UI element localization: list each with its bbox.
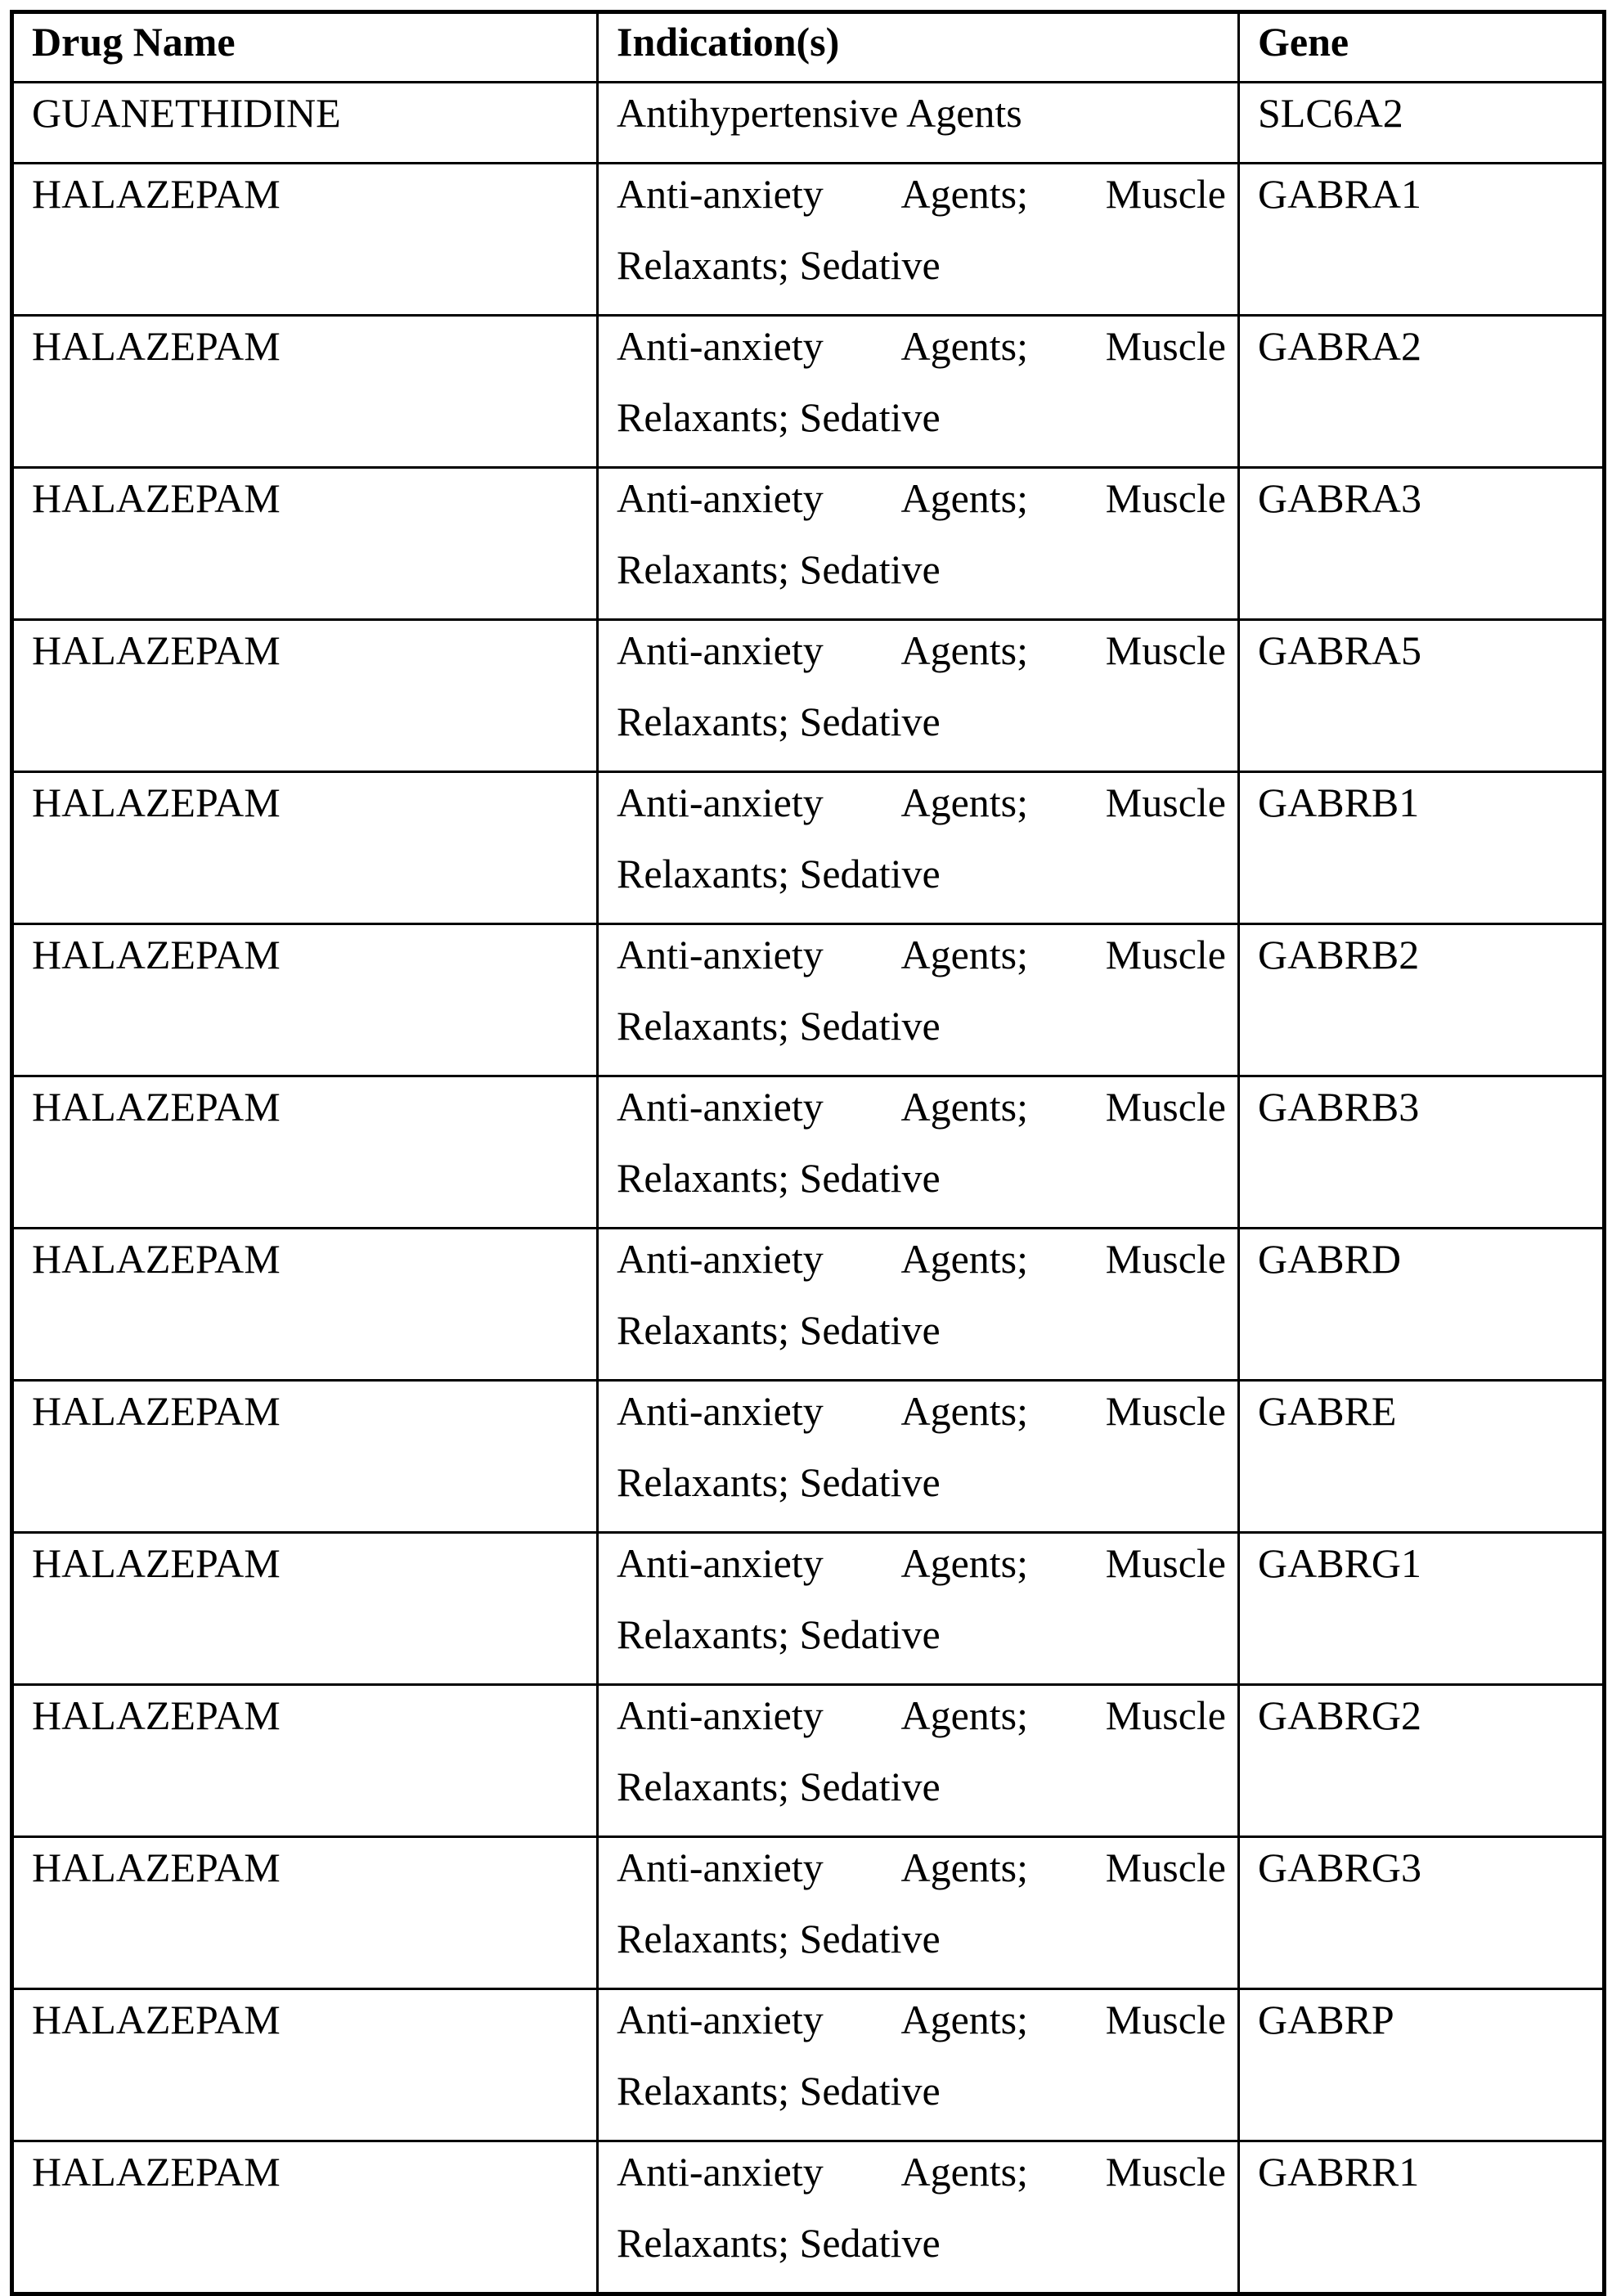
indication-word: Agents; xyxy=(900,322,1029,369)
indication-line: Relaxants; Sedative xyxy=(617,394,941,440)
indication-line: Relaxants; Sedative xyxy=(617,1459,941,1505)
indication-word: Muscle xyxy=(1105,2148,1226,2195)
drug-name-text: HALAZEPAM xyxy=(32,1996,281,2042)
table-row xyxy=(12,315,1605,467)
indication-cell xyxy=(598,83,1239,164)
indication-line xyxy=(617,1844,1226,1916)
indication-word: Muscle xyxy=(1105,1996,1226,2042)
drug-name-cell xyxy=(12,2141,598,2294)
gene-text: GABRD xyxy=(1258,1235,1402,1282)
drug-name-text: HALAZEPAM xyxy=(32,931,281,977)
indication-cell xyxy=(598,163,1239,315)
indication-line: Relaxants; Sedative xyxy=(617,2220,941,2266)
indication-word: Anti-anxiety xyxy=(617,1996,824,2042)
drug-gene-table xyxy=(10,10,1606,2296)
drug-name-text: HALAZEPAM xyxy=(32,1692,281,1738)
indication-line: Antihypertensive Agents xyxy=(617,90,1022,136)
table-row xyxy=(12,1532,1605,1684)
indication-line: Relaxants; Sedative xyxy=(617,1003,941,1049)
gene-text: GABRG3 xyxy=(1258,1844,1422,1890)
indication-word: Agents; xyxy=(900,2148,1029,2195)
indication-line: Relaxants; Sedative xyxy=(617,1764,941,1809)
gene-text: GABRA1 xyxy=(1258,170,1422,217)
table-row xyxy=(12,163,1605,315)
indication-cell xyxy=(598,1988,1239,2141)
table-row xyxy=(12,1380,1605,1532)
drug-name-text: HALAZEPAM xyxy=(32,1539,281,1586)
indication-line xyxy=(617,780,1226,851)
indication-line xyxy=(617,627,1226,699)
drug-name-cell xyxy=(12,1988,598,2141)
indication-word: Muscle xyxy=(1105,627,1226,673)
indication-word: Anti-anxiety xyxy=(617,170,824,217)
indication-word: Agents; xyxy=(900,1083,1029,1130)
indication-word: Anti-anxiety xyxy=(617,1692,824,1738)
column-header-drug-name: Drug Name xyxy=(12,12,598,83)
gene-cell xyxy=(1239,467,1605,619)
indication-line xyxy=(617,1692,1226,1764)
drug-name-cell xyxy=(12,771,598,923)
indication-word: Agents; xyxy=(900,1387,1029,1434)
table-row xyxy=(12,1684,1605,1836)
indication-line: Relaxants; Sedative xyxy=(617,1307,941,1353)
indication-word: Muscle xyxy=(1105,474,1226,521)
gene-cell xyxy=(1239,2141,1605,2294)
indication-line: Relaxants; Sedative xyxy=(617,1611,941,1657)
gene-text: GABRA3 xyxy=(1258,474,1422,521)
column-header-gene: Gene xyxy=(1239,12,1605,83)
drug-name-cell xyxy=(12,1684,598,1836)
indication-line xyxy=(617,932,1226,1004)
indication-line: Relaxants; Sedative xyxy=(617,851,941,896)
indication-cell xyxy=(598,315,1239,467)
indication-word: Muscle xyxy=(1105,1539,1226,1586)
indication-word: Muscle xyxy=(1105,1235,1226,1282)
indication-word: Anti-anxiety xyxy=(617,1235,824,1282)
indication-word: Agents; xyxy=(900,170,1029,217)
table-row xyxy=(12,2141,1605,2294)
gene-text: GABRR1 xyxy=(1258,2148,1420,2195)
column-header-indications: Indication(s) xyxy=(598,12,1239,83)
drug-name-text: GUANETHIDINE xyxy=(32,90,341,136)
drug-name-cell xyxy=(12,1532,598,1684)
table-row xyxy=(12,1836,1605,1988)
indication-line xyxy=(617,323,1226,395)
drug-name-text: HALAZEPAM xyxy=(32,1844,281,1890)
indication-cell xyxy=(598,1228,1239,1380)
indication-word: Anti-anxiety xyxy=(617,322,824,369)
gene-text: GABRB3 xyxy=(1258,1083,1420,1130)
indication-word: Anti-anxiety xyxy=(617,1387,824,1434)
drug-name-text: HALAZEPAM xyxy=(32,322,281,369)
indication-line: Relaxants; Sedative xyxy=(617,2068,941,2114)
indication-line xyxy=(617,1236,1226,1308)
indication-word: Anti-anxiety xyxy=(617,627,824,673)
table-row xyxy=(12,467,1605,619)
indication-word: Agents; xyxy=(900,1692,1029,1738)
drug-name-text: HALAZEPAM xyxy=(32,627,281,673)
indication-word: Muscle xyxy=(1105,931,1226,977)
indication-cell xyxy=(598,1380,1239,1532)
gene-cell xyxy=(1239,1988,1605,2141)
indication-line: Relaxants; Sedative xyxy=(617,1916,941,1961)
indication-cell xyxy=(598,467,1239,619)
table-row xyxy=(12,1988,1605,2141)
drug-name-text: HALAZEPAM xyxy=(32,1083,281,1130)
gene-cell xyxy=(1239,1380,1605,1532)
indication-word: Agents; xyxy=(900,931,1029,977)
drug-name-text: HALAZEPAM xyxy=(32,1387,281,1434)
gene-cell xyxy=(1239,923,1605,1076)
gene-cell xyxy=(1239,1532,1605,1684)
gene-text: GABRE xyxy=(1258,1387,1397,1434)
gene-cell xyxy=(1239,771,1605,923)
indication-word: Muscle xyxy=(1105,1083,1226,1130)
drug-name-cell xyxy=(12,1076,598,1228)
drug-name-text: HALAZEPAM xyxy=(32,779,281,825)
gene-text: GABRA5 xyxy=(1258,627,1422,673)
indication-cell xyxy=(598,1836,1239,1988)
table-row xyxy=(12,771,1605,923)
gene-cell xyxy=(1239,315,1605,467)
indication-word: Muscle xyxy=(1105,322,1226,369)
drug-name-cell xyxy=(12,1380,598,1532)
gene-text: GABRB1 xyxy=(1258,779,1420,825)
gene-text: GABRB2 xyxy=(1258,931,1420,977)
drug-name-text: HALAZEPAM xyxy=(32,2148,281,2195)
gene-cell xyxy=(1239,83,1605,164)
indication-word: Agents; xyxy=(900,1539,1029,1586)
drug-name-cell xyxy=(12,83,598,164)
drug-name-cell xyxy=(12,163,598,315)
indication-line xyxy=(617,171,1226,243)
indication-cell xyxy=(598,1532,1239,1684)
indication-word: Anti-anxiety xyxy=(617,779,824,825)
drug-name-text: HALAZEPAM xyxy=(32,474,281,521)
gene-cell xyxy=(1239,163,1605,315)
indication-word: Agents; xyxy=(900,1844,1029,1890)
indication-word: Agents; xyxy=(900,779,1029,825)
indication-word: Muscle xyxy=(1105,170,1226,217)
gene-cell xyxy=(1239,619,1605,771)
gene-cell xyxy=(1239,1836,1605,1988)
indication-word: Anti-anxiety xyxy=(617,1844,824,1890)
indication-cell xyxy=(598,771,1239,923)
gene-cell xyxy=(1239,1684,1605,1836)
drug-name-cell xyxy=(12,315,598,467)
indication-cell xyxy=(598,2141,1239,2294)
indication-line xyxy=(617,475,1226,547)
indication-word: Anti-anxiety xyxy=(617,1539,824,1586)
gene-text: GABRA2 xyxy=(1258,322,1422,369)
table-row xyxy=(12,1228,1605,1380)
indication-word: Anti-anxiety xyxy=(617,474,824,521)
indication-word: Agents; xyxy=(900,474,1029,521)
table-row xyxy=(12,619,1605,771)
drug-name-cell xyxy=(12,619,598,771)
indication-cell xyxy=(598,619,1239,771)
indication-line xyxy=(617,1084,1226,1156)
drug-name-cell xyxy=(12,1228,598,1380)
drug-name-cell xyxy=(12,467,598,619)
table-row xyxy=(12,83,1605,164)
gene-cell xyxy=(1239,1076,1605,1228)
gene-text: SLC6A2 xyxy=(1258,90,1403,136)
header-row xyxy=(12,12,1605,83)
indication-line xyxy=(617,1540,1226,1612)
indication-cell xyxy=(598,1076,1239,1228)
indication-line: Relaxants; Sedative xyxy=(617,546,941,592)
indication-line: Relaxants; Sedative xyxy=(617,699,941,744)
indication-line: Relaxants; Sedative xyxy=(617,242,941,288)
indication-cell xyxy=(598,1684,1239,1836)
table-row xyxy=(12,1076,1605,1228)
table-row xyxy=(12,923,1605,1076)
drug-name-text: HALAZEPAM xyxy=(32,1235,281,1282)
indication-word: Anti-anxiety xyxy=(617,931,824,977)
indication-line xyxy=(617,1388,1226,1460)
indication-word: Muscle xyxy=(1105,1387,1226,1434)
gene-text: GABRG1 xyxy=(1258,1539,1422,1586)
drug-name-cell xyxy=(12,1836,598,1988)
indication-word: Agents; xyxy=(900,1996,1029,2042)
gene-cell xyxy=(1239,1228,1605,1380)
indication-line xyxy=(617,2149,1226,2221)
drug-name-cell xyxy=(12,923,598,1076)
indication-word: Muscle xyxy=(1105,779,1226,825)
indication-word: Anti-anxiety xyxy=(617,2148,824,2195)
indication-word: Anti-anxiety xyxy=(617,1083,824,1130)
indication-word: Agents; xyxy=(900,627,1029,673)
indication-word: Muscle xyxy=(1105,1692,1226,1738)
indication-line xyxy=(617,1997,1226,2069)
indication-line: Relaxants; Sedative xyxy=(617,1155,941,1201)
gene-text: GABRP xyxy=(1258,1996,1394,2042)
indication-word: Agents; xyxy=(900,1235,1029,1282)
indication-word: Muscle xyxy=(1105,1844,1226,1890)
drug-name-text: HALAZEPAM xyxy=(32,170,281,217)
gene-text: GABRG2 xyxy=(1258,1692,1422,1738)
indication-cell xyxy=(598,923,1239,1076)
